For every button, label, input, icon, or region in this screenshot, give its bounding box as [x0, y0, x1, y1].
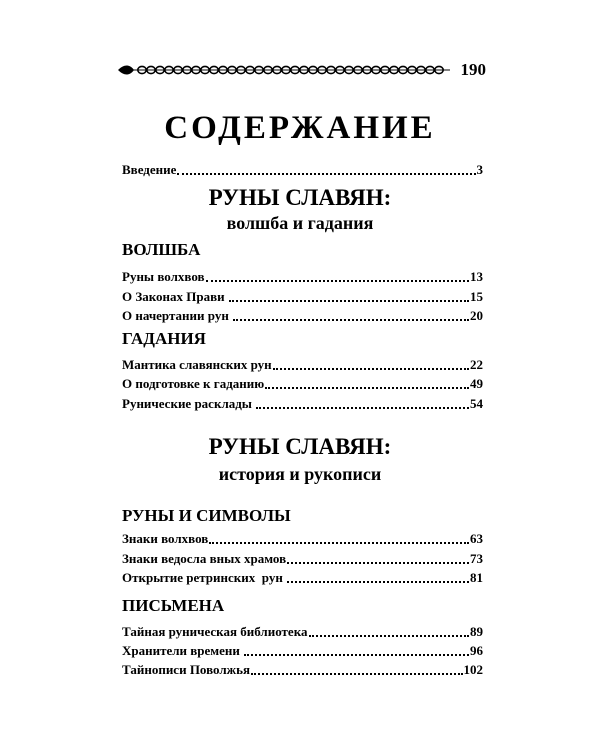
toc-entry-page: 102	[463, 662, 483, 677]
toc-entry	[122, 375, 483, 393]
dot-leader	[273, 368, 469, 370]
toc-entry	[122, 661, 483, 679]
dot-leader	[233, 319, 469, 321]
part-1-subtitle: волшба и гадания	[226, 213, 374, 233]
toc-entry	[122, 288, 483, 306]
section-heading-gadaniya: ГАДАНИЯ	[122, 329, 206, 348]
toc-entry	[122, 268, 483, 286]
section-heading-volshba: ВОЛШБА	[122, 240, 201, 259]
part-2-subtitle: история и рукописи	[218, 464, 382, 484]
toc-entry	[122, 642, 483, 660]
toc-entry-page: 73	[470, 551, 483, 566]
toc-entry	[122, 569, 483, 587]
section-heading-runy-i-simvoly: РУНЫ И СИМВОЛЫ	[122, 506, 291, 525]
toc-entry-label: Мантика славянских рун	[122, 357, 272, 372]
dot-leader	[265, 387, 469, 389]
section-heading-pismena: ПИСЬМЕНА	[122, 596, 225, 615]
toc-entry-label: О начертании рун	[122, 308, 233, 323]
toc-entry-page: 63	[470, 531, 483, 546]
page-number: 190	[460, 60, 486, 79]
toc-entry-label: Руны волхвов	[122, 269, 205, 284]
ornamental-rule-icon	[118, 62, 450, 78]
dot-leader	[206, 280, 469, 282]
dot-leader	[209, 542, 469, 544]
toc-entry-page: 20	[470, 308, 483, 323]
toc-entry	[122, 550, 483, 568]
dot-leader	[256, 407, 469, 409]
toc-entry-label: Открытие ретринских рун	[122, 570, 287, 585]
toc-entry	[122, 307, 483, 325]
dot-leader	[287, 562, 469, 564]
toc-entry	[122, 530, 483, 548]
dot-leader	[244, 654, 469, 656]
toc-entry-page: 54	[470, 396, 483, 411]
toc-entry-label: Рунические расклады	[122, 396, 256, 411]
toc-entry-label: О Законах Прави	[122, 289, 228, 304]
toc-entry	[122, 623, 483, 641]
part-1-title: РУНЫ СЛАВЯН:	[208, 185, 392, 210]
toc-entry-page: 96	[470, 643, 483, 658]
toc-entry-label: Введение	[122, 162, 177, 177]
dot-leader	[251, 673, 463, 675]
toc-entry-label: О подготовке к гаданию	[122, 376, 265, 391]
part-2-title: РУНЫ СЛАВЯН:	[208, 434, 392, 459]
page-header	[118, 58, 486, 82]
toc-entry-page: 3	[476, 162, 483, 177]
toc-entry-page: 13	[470, 269, 483, 284]
page-title: СОДЕРЖАНИЕ	[164, 110, 436, 146]
dot-leader	[229, 300, 469, 302]
toc-entry-page: 89	[470, 624, 483, 639]
dot-leader	[177, 173, 475, 175]
toc-entry-intro	[122, 161, 483, 179]
toc-entry-label: Тайнописи Поволжья	[122, 662, 250, 677]
toc-entry	[122, 395, 483, 413]
dot-leader	[287, 581, 469, 583]
toc-entry-page: 81	[470, 570, 483, 585]
toc-entry-page: 22	[470, 357, 483, 372]
toc-entry-label: Хранители времени	[122, 643, 244, 658]
toc-entry-label: Знаки волхвов	[122, 531, 209, 546]
toc-entry-label: Знаки ведосла вных храмов	[122, 551, 287, 566]
toc-entry-label: Тайная руническая библиотека	[122, 624, 308, 639]
dot-leader	[309, 635, 470, 637]
toc-entry	[122, 356, 483, 374]
toc-entry-page: 49	[470, 376, 483, 391]
toc-entry-page: 15	[470, 289, 483, 304]
